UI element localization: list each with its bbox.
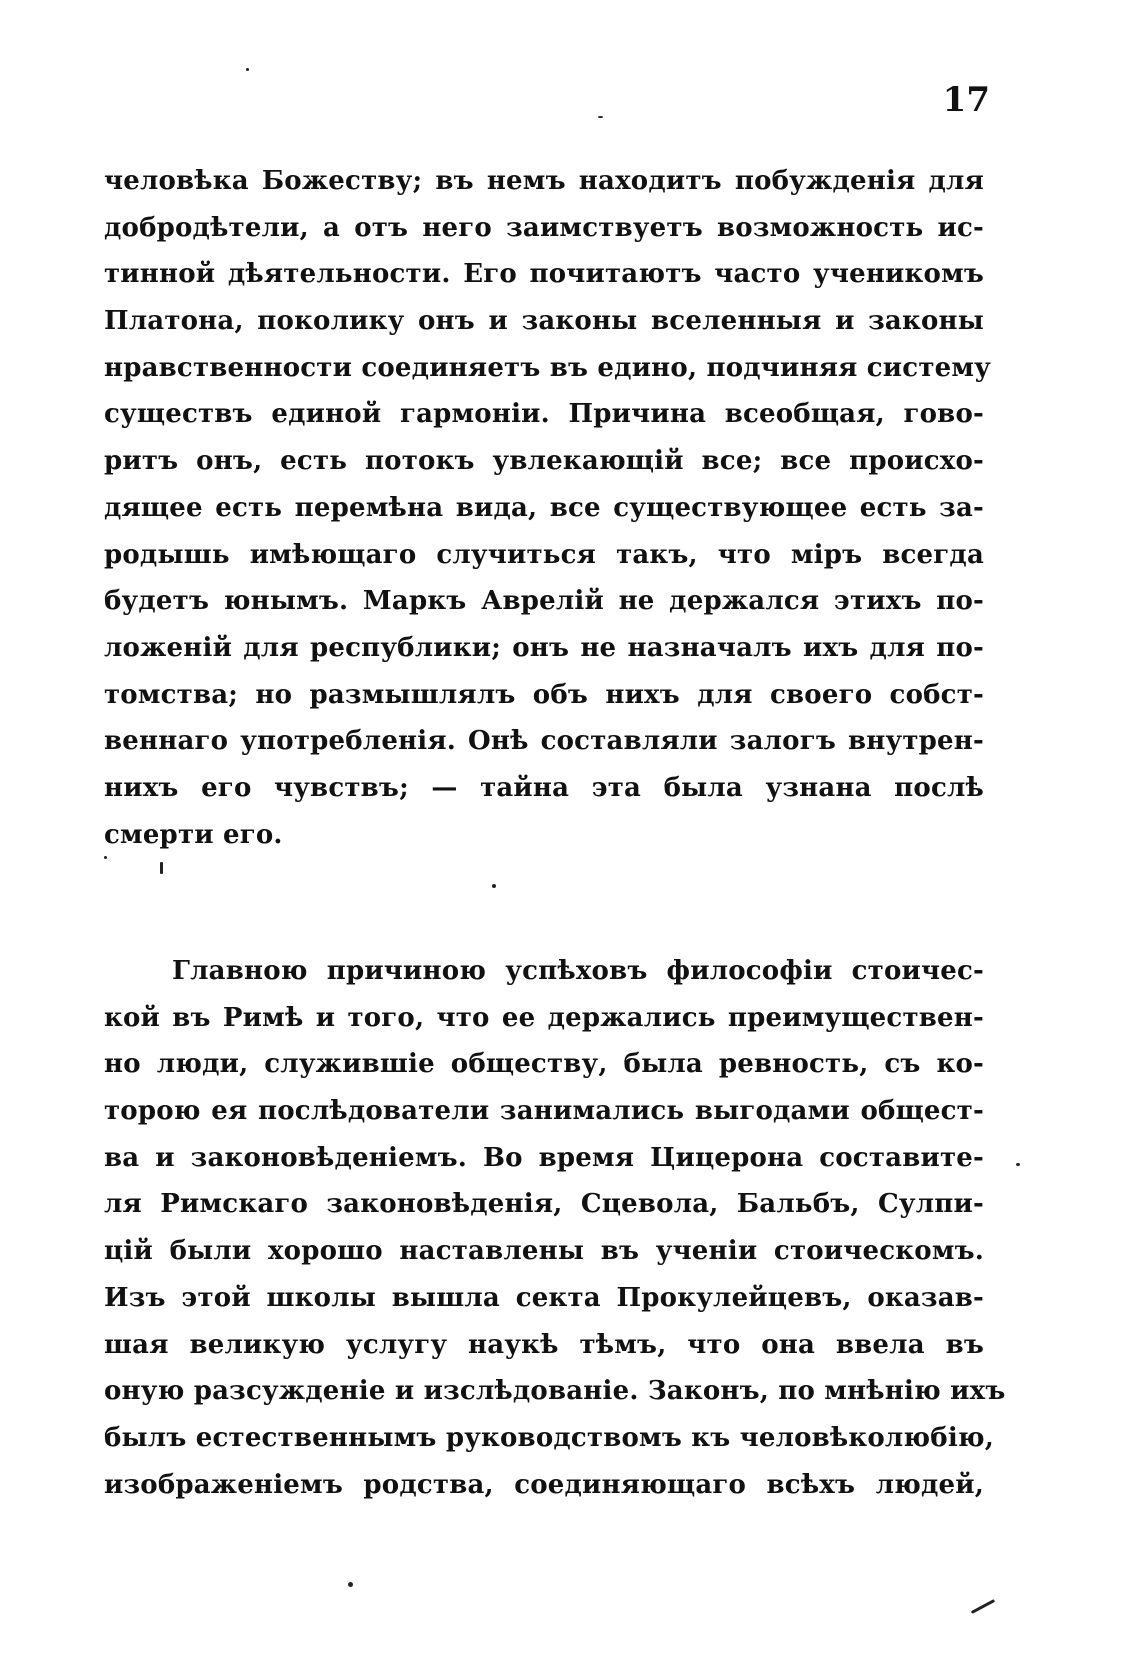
text-line: существъ единой гармоніи. Причина всеобщая, гово- — [104, 399, 984, 430]
paragraph — [104, 948, 1006, 1508]
text-line: но люди, служившіе обществу, была ревность, съ ко- — [104, 1049, 984, 1080]
text-line: оную разсужденіе и изслѣдованіе. Законъ, по мнѣнію ихъ — [104, 1376, 1006, 1407]
text-line: шая великую услугу наукѣ тѣмъ, что она ввела въ — [104, 1329, 984, 1360]
text-line: смерти его. — [104, 819, 283, 850]
text-line: добродѣтели, а отъ него заимствуетъ возможность ис- — [104, 212, 984, 243]
text-line: Платона, поколику онъ и законы вселенныя и законы — [104, 306, 984, 337]
text-line: человѣка Божеству; въ немъ находитъ побужденія для — [104, 166, 984, 196]
scan-speck — [348, 1582, 353, 1587]
scan-speck — [1016, 1163, 1020, 1166]
text-line: Изъ этой школы вышла секта Прокулейцевъ, оказав- — [104, 1282, 984, 1313]
text-line: ритъ онъ, есть потокъ увлекающій все; все происхо- — [104, 446, 984, 477]
text-line: торою ея послѣдователи занимались выгодами общест- — [104, 1096, 984, 1127]
scan-speck — [492, 884, 496, 888]
text-line: дящее есть перемѣна вида, все существующее есть за- — [104, 492, 984, 523]
text-line: ля Римскаго законовѣденія, Сцевола, Бальбъ, Сулпи- — [104, 1189, 984, 1220]
scan-speck — [160, 862, 163, 874]
page-number: 17 — [942, 80, 990, 120]
text-line: цій были хорошо наставлены въ ученіи стоическомъ. — [104, 1236, 984, 1267]
text-line: будетъ юнымъ. Маркъ Аврелій не держался этихъ по- — [104, 586, 984, 617]
text-line: ложеній для республики; онъ не назначалъ ихъ для по- — [104, 632, 984, 663]
scan-speck — [971, 1599, 995, 1614]
text-line: томства; но размышлялъ объ нихъ для своего собст- — [104, 679, 984, 710]
scan-speck — [598, 116, 603, 118]
paragraph — [104, 158, 991, 858]
text-line: веннаго употребленія. Онѣ составляли залогъ внутрен- — [104, 726, 984, 757]
text-line-indented: Главною причиною успѣховъ философіи стоичес- — [172, 956, 984, 986]
text-line: ва и законовѣденіемъ. Во время Цицерона составите- — [104, 1142, 984, 1173]
text-line: изображеніемъ родства, соединяющаго всѣхъ людей, — [104, 1469, 984, 1500]
text-line: тинной дѣятельности. Его почитаютъ часто ученикомъ — [104, 259, 984, 290]
scan-speck — [104, 856, 107, 859]
text-line: родышь имѣющаго случиться такъ, что міръ всегда — [104, 539, 984, 570]
text-line: былъ естественнымъ руководствомъ къ человѣколюбію, — [104, 1422, 995, 1453]
text-line: кой въ Римѣ и того, что ее держались преимуществен- — [104, 1002, 984, 1033]
text-line: нравственности соединяетъ въ едино, подчиняя систему — [104, 352, 991, 383]
text-line: нихъ его чувствъ; — тайна эта была узнана послѣ — [104, 772, 984, 803]
scan-speck — [246, 68, 249, 71]
